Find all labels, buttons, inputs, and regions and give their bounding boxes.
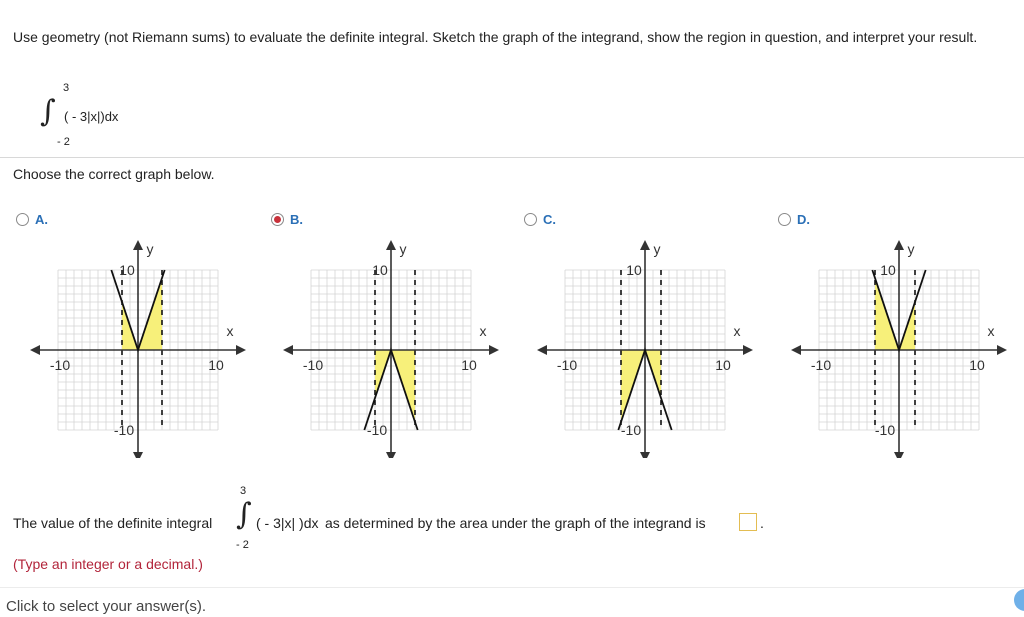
tick-label-x-neg: -10 [810, 357, 832, 373]
answer-hint: (Type an integer or a decimal.) [13, 556, 203, 572]
answer-prefix: The value of the definite integral [13, 515, 213, 531]
divider [0, 157, 1024, 158]
x-axis-arrow-icon [743, 345, 753, 355]
x-axis-arrow-icon [236, 345, 246, 355]
x-axis-arrow-icon [537, 345, 547, 355]
option-a-label: A. [35, 211, 48, 227]
option-c-label: C. [543, 211, 556, 227]
tick-label-y-pos: 10 [119, 262, 135, 278]
integral-lower-limit: - 2 [57, 136, 70, 148]
tick-label-y-neg: -10 [366, 422, 388, 438]
tick-label-y-neg: -10 [113, 422, 135, 438]
y-axis-arrow-icon [894, 452, 904, 458]
option-d[interactable] [778, 210, 810, 228]
graph-c[interactable] [537, 238, 757, 458]
y-axis-label: y [907, 241, 915, 257]
option-b-label: B. [290, 211, 303, 227]
integral-sign-icon: ∫ [40, 94, 56, 129]
graph-prompt: Choose the correct graph below. [13, 166, 215, 182]
y-axis-label: y [653, 241, 661, 257]
tick-label-x-pos: 10 [969, 357, 985, 373]
tick-label-x-pos: 10 [208, 357, 224, 373]
y-axis-arrow-icon [133, 452, 143, 458]
x-axis-label: x [226, 323, 234, 339]
graph-b[interactable] [283, 238, 503, 458]
answer-lower-limit: - 2 [236, 539, 249, 551]
help-button[interactable] [1014, 589, 1024, 611]
integral-upper-limit: 3 [63, 82, 70, 94]
x-axis-arrow-icon [997, 345, 1007, 355]
answer-suffix: as determined by the area under the graph of the integrand is [325, 515, 706, 531]
tick-label-y-neg: -10 [620, 422, 642, 438]
radio-a[interactable] [16, 213, 29, 226]
option-b[interactable] [271, 210, 303, 228]
tick-label-y-pos: 10 [880, 262, 896, 278]
y-axis-label: y [399, 241, 407, 257]
x-axis-label: x [479, 323, 487, 339]
x-axis-label: x [733, 323, 741, 339]
answer-period: . [760, 515, 764, 531]
radio-b[interactable] [271, 213, 284, 226]
option-d-label: D. [797, 211, 810, 227]
tick-label-y-neg: -10 [874, 422, 896, 438]
tick-label-y-pos: 10 [626, 262, 642, 278]
x-axis-arrow-icon [283, 345, 293, 355]
y-axis-arrow-icon [894, 240, 904, 250]
x-axis-arrow-icon [489, 345, 499, 355]
graph-a[interactable] [30, 238, 250, 458]
x-axis-arrow-icon [30, 345, 40, 355]
integral-integrand: ( - 3|x|)dx [64, 109, 119, 124]
footer-divider [0, 587, 1024, 588]
answer-integral-sign-icon: ∫ [236, 497, 252, 532]
tick-label-y-pos: 10 [372, 262, 388, 278]
tick-label-x-neg: -10 [302, 357, 324, 373]
answer-input[interactable] [739, 513, 757, 531]
y-axis-arrow-icon [386, 452, 396, 458]
y-axis-arrow-icon [640, 240, 650, 250]
tick-label-x-neg: -10 [556, 357, 578, 373]
tick-label-x-neg: -10 [49, 357, 71, 373]
answer-integrand: ( - 3|x| )dx [256, 515, 319, 531]
y-axis-arrow-icon [133, 240, 143, 250]
footer-status: Click to select your answer(s). [6, 598, 207, 615]
radio-d[interactable] [778, 213, 791, 226]
y-axis-label: y [146, 241, 154, 257]
option-a[interactable] [16, 210, 48, 228]
answer-upper-limit: 3 [240, 485, 247, 497]
graph-d[interactable] [791, 238, 1011, 458]
question-prompt: Use geometry (not Riemann sums) to evaluate the definite integral. Sketch the graph of the integrand, show the region in question, and interpret your result. [13, 29, 978, 45]
tick-label-x-pos: 10 [461, 357, 477, 373]
radio-c[interactable] [524, 213, 537, 226]
tick-label-x-pos: 10 [715, 357, 731, 373]
option-c[interactable] [524, 210, 556, 228]
x-axis-arrow-icon [791, 345, 801, 355]
x-axis-label: x [987, 323, 995, 339]
y-axis-arrow-icon [640, 452, 650, 458]
y-axis-arrow-icon [386, 240, 396, 250]
